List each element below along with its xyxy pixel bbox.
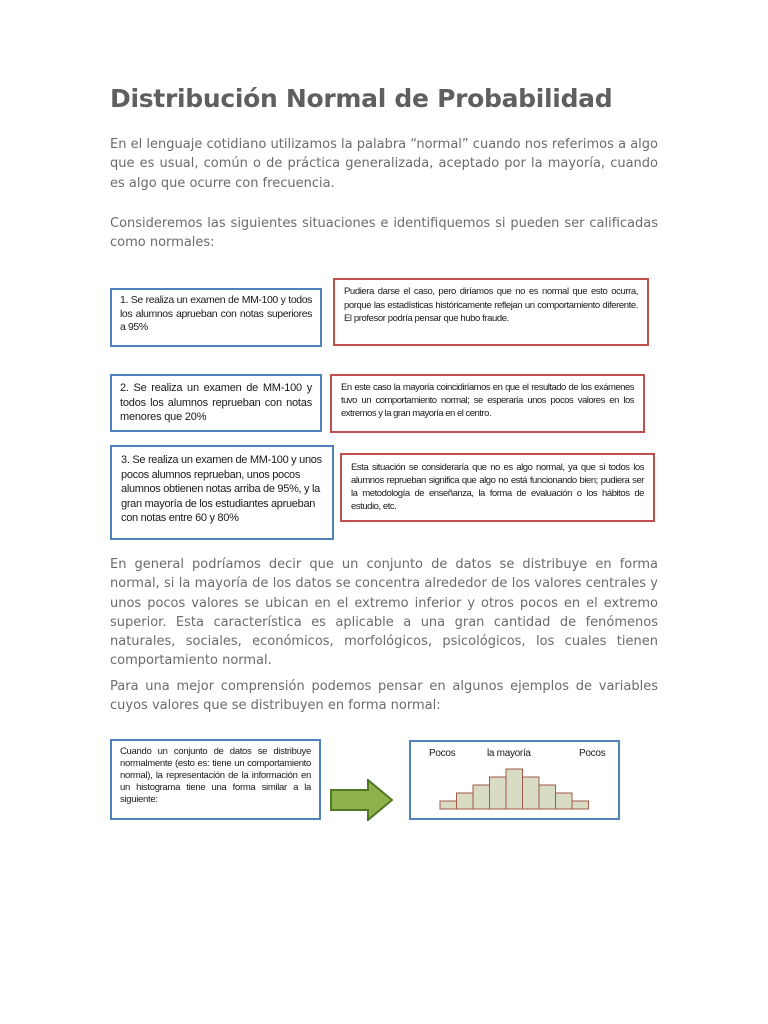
situation-2-box xyxy=(110,374,322,432)
situation-3-box xyxy=(110,445,334,540)
situation-1-comment-box xyxy=(333,278,649,346)
situation-1-comment: Pudiera darse el caso, pero diríamos que no es normal que esto ocurra, porque las estadísticas históricamente reflejan un comportamiento diferente. El profesor podría pensar que hubo fraude. xyxy=(344,286,638,324)
histogram-chart xyxy=(411,742,618,818)
histogram-bar xyxy=(572,801,589,809)
histogram-bar xyxy=(523,777,540,809)
right-arrow-icon xyxy=(330,779,394,821)
histogram-bar xyxy=(490,777,507,809)
histogram-bar xyxy=(506,769,523,809)
consider-paragraph: Consideremos las siguientes situaciones e identifiquemos si pueden ser calificadas como normales: xyxy=(110,216,658,251)
histogram-label-center: la mayoría xyxy=(487,748,531,759)
situation-2-text: 2. Se realiza un examen de MM-100 y todos los alumnos reprueban con notas menores que 20% xyxy=(120,382,312,423)
histogram-bar xyxy=(539,785,556,809)
histogram-label-left: Pocos xyxy=(429,748,456,759)
situation-2-comment: En este caso la mayoría coincidiríamos en que el resultado de los exámenes tuvo un comportamiento normal; se esperaría unos pocos valores en los extremos y la gran mayoría en el centro. xyxy=(341,382,634,419)
histogram-box xyxy=(409,740,620,820)
histogram-explanation-text: Cuando un conjunto de datos se distribuye normalmente (esto es: tiene un comportamiento normal), la representación de la información en un histograma tiene una forma similar a la siguiente: xyxy=(120,746,311,805)
histogram-bar xyxy=(440,801,457,809)
general-paragraph: En general podríamos decir que un conjunto de datos se distribuye en forma normal, si la mayoría de los datos se concentra alrededor de los valores centrales y unos pocos valores se ubican en el extremo inferior y otros pocos en el extremo superior. Esta característica es aplicable a una gran cantidad de fenómenos naturales, sociales, económicos, morfológicos, psicológicos, los cuales tienen comportamiento normal. xyxy=(110,557,658,669)
situation-1-text: 1. Se realiza un examen de MM-100 y todos los alumnos aprueban con notas superiores a 95% xyxy=(120,294,312,333)
histogram-explanation-box xyxy=(110,739,321,820)
situation-1-box xyxy=(110,288,322,347)
situation-2-comment-box xyxy=(330,374,645,433)
intro-paragraph: En el lenguaje cotidiano utilizamos la palabra “normal” cuando nos referimos a algo que es usual, común o de práctica generalizada, aceptado por la mayoría, cuando es algo que ocurre con frecuencia. xyxy=(110,137,658,191)
histogram-bar xyxy=(473,785,490,809)
histogram-bar xyxy=(556,793,573,809)
page-title: Distribución Normal de Probabilidad xyxy=(110,84,613,113)
situation-3-comment-box xyxy=(340,453,655,522)
situation-3-comment: Esta situación se consideraría que no es algo normal, ya que si todos los alumnos reprueban significa que algo no está funcionando bien; pudiera ser la metodología de enseñanza, la forma de evaluación o los hábitos de estudio, etc. xyxy=(351,462,644,512)
better-paragraph: Para una mejor comprensión podemos pensar en algunos ejemplos de variables cuyos valores que se distribuyen en forma normal: xyxy=(110,679,658,714)
situation-3-text: 3. Se realiza un examen de MM-100 y unos pocos alumnos reprueban, unos pocos alumnos obtienen notas arriba de 95%, y la gran mayoría de los estudiantes aprueban con notas entre 60 y 80% xyxy=(121,454,322,525)
histogram-bar xyxy=(457,793,474,809)
histogram-label-right: Pocos xyxy=(579,748,606,759)
